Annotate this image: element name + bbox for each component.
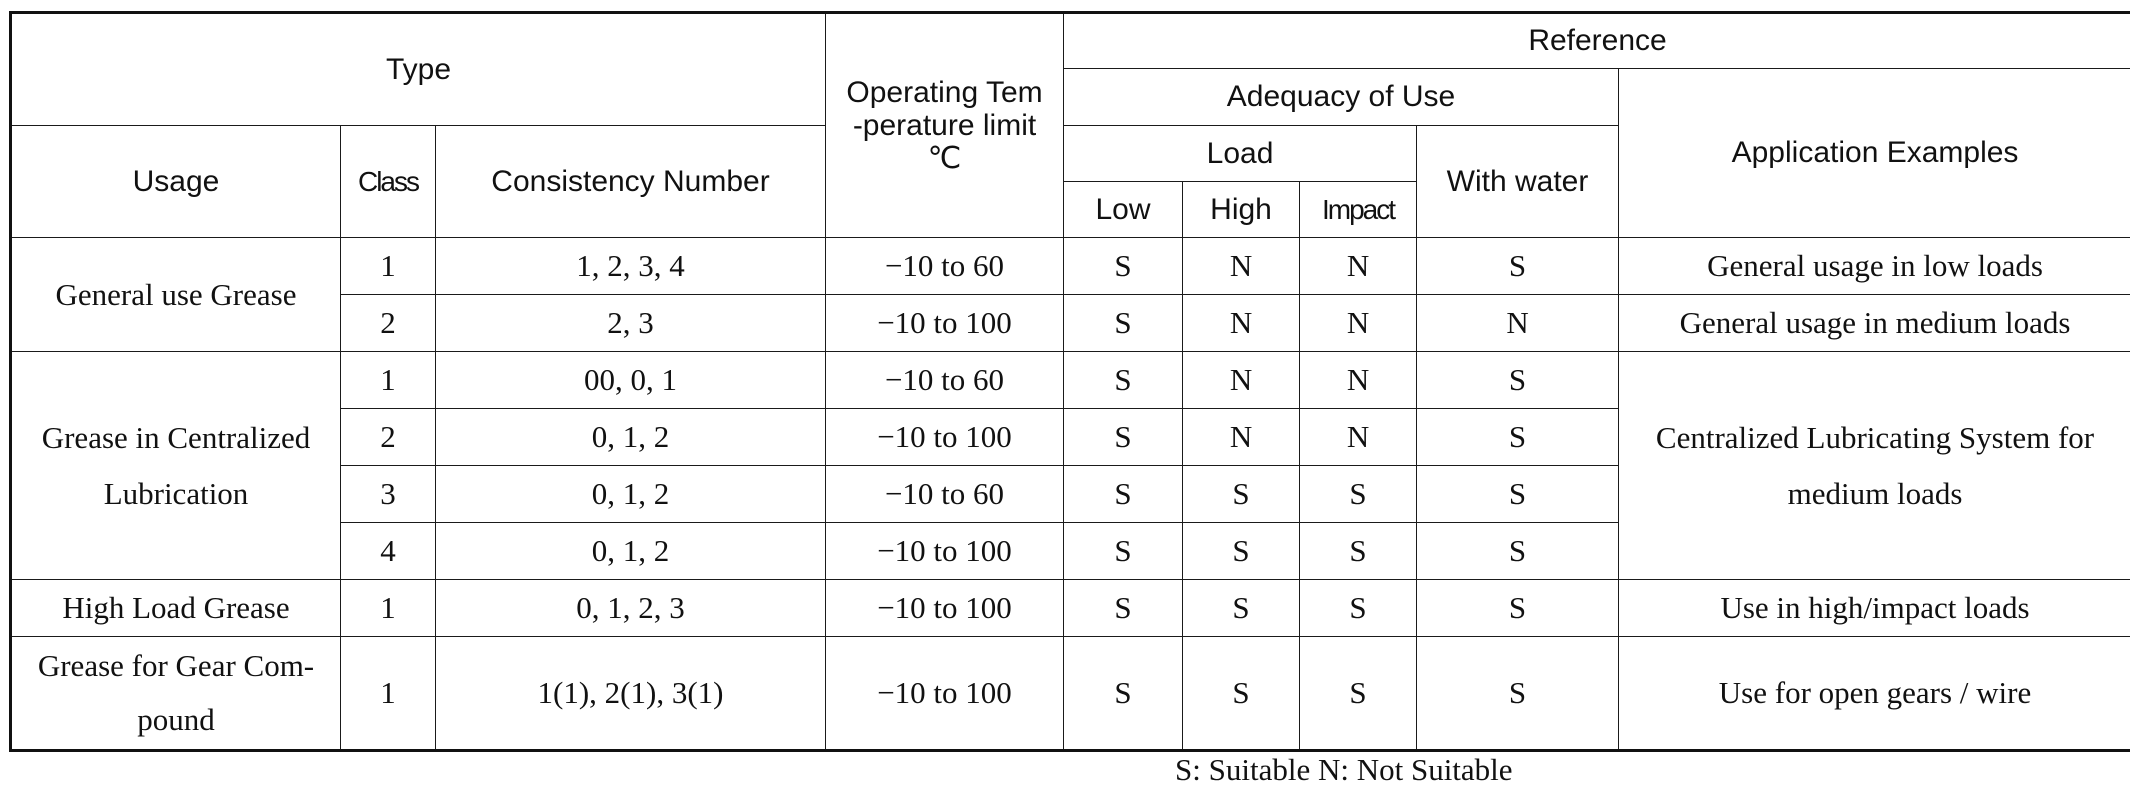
temp-cell: −10 to 100	[826, 409, 1064, 466]
table-row	[11, 637, 2130, 751]
footnote-legend: S: Suitable N: Not Suitable	[1175, 752, 1513, 788]
high-cell: N	[1183, 352, 1300, 409]
temp-cell: −10 to 100	[826, 523, 1064, 580]
application-cell-text: Centralized Lubricating System for medium loads	[1630, 410, 2120, 522]
consistency-cell: 0, 1, 2, 3	[436, 580, 826, 637]
class-cell: 1	[341, 352, 436, 409]
usage-cell	[11, 352, 341, 580]
consistency-cell	[436, 637, 826, 751]
consistency-cell: 0, 1, 2	[436, 523, 826, 580]
class-cell: 2	[341, 409, 436, 466]
grease-table-container	[9, 11, 2130, 752]
header-with-water: With water	[1417, 126, 1619, 238]
header-load-impact: Impact	[1300, 182, 1417, 238]
header-load-high: High	[1183, 182, 1300, 238]
impact-cell: S	[1300, 580, 1417, 637]
low-cell: S	[1064, 238, 1183, 295]
low-cell: S	[1064, 580, 1183, 637]
low-cell: S	[1064, 466, 1183, 523]
usage-cell-text: Grease in Centralized Lubrication	[26, 410, 326, 522]
low-cell: S	[1064, 295, 1183, 352]
water-cell: N	[1417, 295, 1619, 352]
application-cell: Use in high/impact loads	[1619, 580, 2130, 637]
class-cell: 1	[341, 637, 436, 751]
header-type: Type	[11, 13, 826, 126]
high-cell: S	[1183, 466, 1300, 523]
high-cell: N	[1183, 238, 1300, 295]
temp-cell: −10 to 100	[826, 637, 1064, 751]
consistency-cell: 1, 2, 3, 4	[436, 238, 826, 295]
class-cell: 1	[341, 580, 436, 637]
consistency-cell: 0, 1, 2	[436, 409, 826, 466]
temp-cell: −10 to 60	[826, 466, 1064, 523]
header-load-low: Low	[1064, 182, 1183, 238]
water-cell: S	[1417, 238, 1619, 295]
table-row	[11, 352, 2130, 409]
impact-cell: N	[1300, 409, 1417, 466]
low-cell: S	[1064, 352, 1183, 409]
impact-cell: S	[1300, 523, 1417, 580]
high-cell: S	[1183, 523, 1300, 580]
usage-cell-text: Grease for Gear Com-pound	[31, 639, 321, 747]
water-cell: S	[1417, 352, 1619, 409]
water-cell: S	[1417, 580, 1619, 637]
high-cell: S	[1183, 580, 1300, 637]
class-cell: 2	[341, 295, 436, 352]
header-operating-temp-text: Operating Tem-perature limit ℃	[845, 76, 1045, 175]
temp-cell: −10 to 100	[826, 580, 1064, 637]
table-row	[11, 580, 2130, 637]
usage-cell	[11, 637, 341, 751]
application-cell	[1619, 352, 2130, 580]
impact-cell: N	[1300, 238, 1417, 295]
header-adequacy-of-use: Adequacy of Use	[1064, 69, 1619, 126]
impact-cell: S	[1300, 466, 1417, 523]
usage-cell: High Load Grease	[11, 580, 341, 637]
consistency-cell-text: 1(1), 2(1), 3(1)	[538, 675, 724, 710]
header-operating-temp	[826, 13, 1064, 238]
temp-cell: −10 to 100	[826, 295, 1064, 352]
consistency-cell: 2, 3	[436, 295, 826, 352]
header-consistency-number: Consistency Number	[436, 126, 826, 238]
header-reference: Reference	[1064, 13, 2130, 69]
class-cell: 3	[341, 466, 436, 523]
class-cell: 1	[341, 238, 436, 295]
impact-cell: N	[1300, 295, 1417, 352]
water-cell: S	[1417, 409, 1619, 466]
high-cell: N	[1183, 295, 1300, 352]
header-class: Class	[341, 126, 436, 238]
application-cell: General usage in low loads	[1619, 238, 2130, 295]
header-load: Load	[1064, 126, 1417, 182]
low-cell: S	[1064, 523, 1183, 580]
water-cell: S	[1417, 523, 1619, 580]
low-cell: S	[1064, 637, 1183, 751]
water-cell: S	[1417, 637, 1619, 751]
temp-cell: −10 to 60	[826, 352, 1064, 409]
header-usage: Usage	[11, 126, 341, 238]
impact-cell: N	[1300, 352, 1417, 409]
header-application-examples: Application Examples	[1619, 69, 2130, 238]
high-cell: N	[1183, 409, 1300, 466]
high-cell: S	[1183, 637, 1300, 751]
application-cell: General usage in medium loads	[1619, 295, 2130, 352]
grease-classification-table	[9, 11, 2130, 752]
usage-cell: General use Grease	[11, 238, 341, 352]
table-row	[11, 238, 2130, 295]
temp-cell: −10 to 60	[826, 238, 1064, 295]
class-cell: 4	[341, 523, 436, 580]
water-cell: S	[1417, 466, 1619, 523]
impact-cell: S	[1300, 637, 1417, 751]
consistency-cell: 00, 0, 1	[436, 352, 826, 409]
application-cell: Use for open gears / wire	[1619, 637, 2130, 751]
consistency-cell: 0, 1, 2	[436, 466, 826, 523]
low-cell: S	[1064, 409, 1183, 466]
